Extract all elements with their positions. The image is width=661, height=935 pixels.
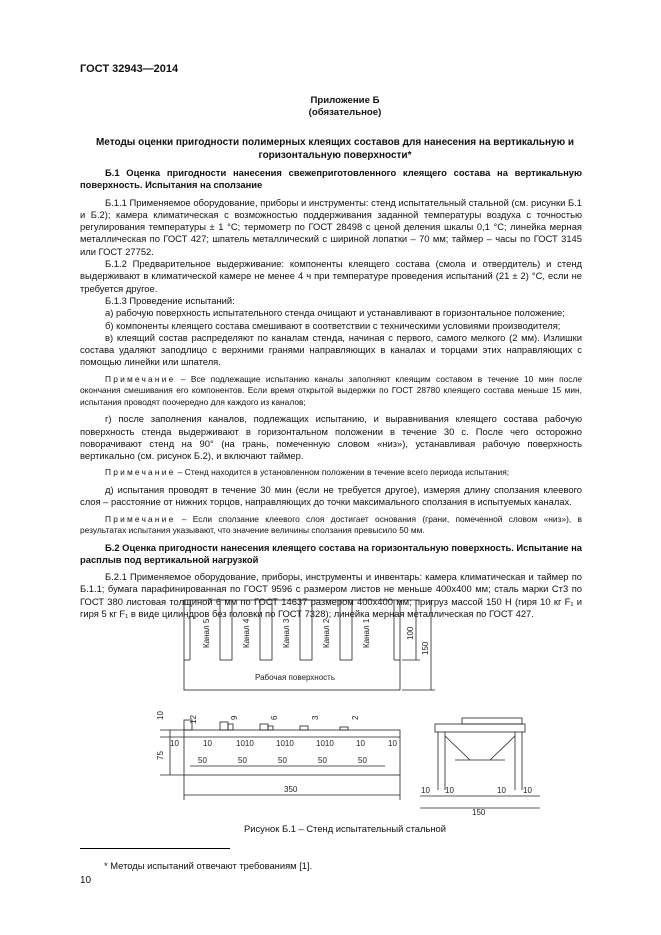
stand-dim: 10: [497, 786, 506, 795]
item-d: д) испытания проводят в течение 30 мин (если не требуется другое), измеряя длину сползания клеевого слоя – расстояние от нижних торцов, направляющих до точки максимального сползания в испытуемых каналах.: [80, 483, 582, 508]
dim-1010: 1010: [316, 739, 334, 748]
note-2-text: – Стенд находится в установленном положении в течение всего периода испытания;: [175, 467, 510, 478]
dim-1010: 1010: [236, 739, 254, 748]
paragraph-b1-2: Б.1.2 Предварительное выдерживание: компоненты клеящего состава (смола и отвердитель) и стенд выдерживают в климатической камере не менее 4 ч при температуре проведения испытаний (21 ± 2) °С, если не требуется другое.: [80, 258, 582, 294]
section-b2-heading: Б.2 Оценка пригодности нанесения клеящего состава на горизонтальную поверхность. Испытание на расплыв под вертикальной нагрузкой: [80, 541, 582, 565]
depth-label: 9: [230, 715, 239, 720]
dim-10: 10: [170, 739, 179, 748]
dim-10: 10: [388, 739, 397, 748]
dim-50: 50: [278, 756, 287, 765]
item-v: в) клеящий состав распределяют по каналам стенда, начиная с первого, самого мелкого (2 мм). Излишки состава удаляют заподлицо с верхними гранями направляющих в каналах и торцами этих направляющих с помощью линейки или шпателя.: [80, 331, 582, 368]
footnote-divider: [80, 848, 230, 849]
note-label: Примечание: [105, 467, 176, 478]
paragraph-b2-1: Б.2.1 Применяемое оборудование, приборы, инструменты и инвентарь: камера климатическая и таймер по Б.1.1; бумага парафинированная по ГОСТ 9596 с размером листов не меньше 400х400 мм; сталь марки Ст3 по ГОСТ 380 листовая толщиной 6 мм по ГОСТ 14637 размером 400х400 мм; пригруз массой 150 Н (гиря 10 кг F₁ и гиря 5 кг F₁ в виде цилиндров без головки по ГОСТ 7328); линейка мерная металлическая по ГОСТ 427.: [80, 571, 582, 620]
surface-label: Рабочая поверхность: [255, 673, 335, 682]
dim-50: 50: [238, 756, 247, 765]
dim-10-side: 10: [156, 711, 165, 720]
depth-label: 3: [311, 715, 320, 720]
footnote: * Методы испытаний отвечают требованиям [1].: [104, 860, 313, 871]
channel-label: Канал 3: [282, 618, 291, 648]
dim-10: 10: [203, 739, 212, 748]
depth-label: 6: [270, 715, 279, 720]
appendix-title: Приложение Б: [310, 95, 380, 106]
depth-label: 2: [351, 715, 360, 720]
item-b: б) компоненты клеящего состава смешивают в соответствии с техническими условиями производителя;: [105, 319, 561, 331]
page-number: 10: [80, 875, 92, 886]
dim-100: 100: [406, 626, 415, 640]
dim-150: 150: [421, 641, 430, 655]
note-label: Примечание: [105, 373, 176, 384]
dim-1010: 1010: [276, 739, 294, 748]
channel-label: Канал 1: [362, 618, 371, 648]
main-title: Методы оценки пригодности полимерных клеящих составов для нанесения на вертикальную и горизонтальную поверхности*: [95, 137, 575, 161]
stand-dim: 10: [421, 786, 430, 795]
stand-frame-view: [420, 718, 540, 808]
dim-50: 50: [358, 756, 367, 765]
stand-dim: 10: [523, 786, 532, 795]
note-1-text: – Все подлежащие испытанию каналы заполняют клеящим составом в течение 10 мин после окончания смешивания его компонентов. Если время открытой выдержки по ГОСТ 28780 клеящего состава меньше 15 мин, испытания проводят поочередно для каждого из каналов;: [80, 373, 582, 407]
dim-50: 50: [198, 756, 207, 765]
appendix-status: (обязательное): [308, 107, 382, 119]
document-code: ГОСТ 32943—2014: [80, 63, 179, 75]
depth-label: 12: [189, 715, 198, 724]
paragraph-b1-1: Б.1.1 Применяемое оборудование, приборы и инструменты: стенд испытательный стальной (см. рисунки Б.1 и Б.2); камера климатическая с возможностью поддерживания заданной температуры воздуха с точностью регулирования температуры ± 1 °С; термометр по ГОСТ 28498 с ценой деления шкалы 0,1 °С; линейка мерная металлическая по ГОСТ 427; шпатель металлический с шириной лопатки – 70 мм; таймер – часы по ГОСТ 3145 или ГОСТ 27752.: [80, 196, 582, 257]
stand-dim: 10: [445, 786, 454, 795]
dim-75: 75: [156, 751, 165, 760]
item-a: а) рабочую поверхность испытательного стенда очищают и устанавливают в горизонтальное положение;: [105, 307, 565, 319]
guide-profiles: [184, 720, 348, 730]
dim-10: 10: [356, 739, 365, 748]
paragraph-b1-3: Б.1.3 Проведение испытаний:: [105, 294, 235, 306]
note-3-text: – Если сползание клеевого слоя достигает основания (грани, помеченной словом «низ»), в результатах испытания указывают, что значение величины сползания превысило 50 мм.: [80, 513, 582, 536]
dim-50: 50: [318, 756, 327, 765]
note-label: Примечание: [105, 513, 176, 524]
figure-caption: Рисунок Б.1 – Стенд испытательный стальной: [244, 823, 446, 834]
channel-label: Канал 4: [242, 618, 251, 648]
item-g: г) после заполнения каналов, подлежащих испытанию, и выравнивания клеящего состава рабочую поверхность стенда выдерживают в горизонтальном положении в течение 30 с. После чего осторожно поворачивают стенд на 90° (на грань, помеченную словом «низ»), устанавливая рабочую поверхность вертикально (см. рисунок Б.2), и включают таймер.: [80, 413, 582, 462]
section-b1-heading: Б.1 Оценка пригодности нанесения свежеприготовленного клеящего состава на вертикальную поверхность. Испытания на сползание: [80, 167, 582, 191]
channel-label: Канал 2: [322, 618, 331, 648]
stand-dim-150: 150: [472, 808, 486, 817]
channel-label: Канал 5: [202, 618, 211, 648]
dim-350: 350: [284, 785, 298, 794]
